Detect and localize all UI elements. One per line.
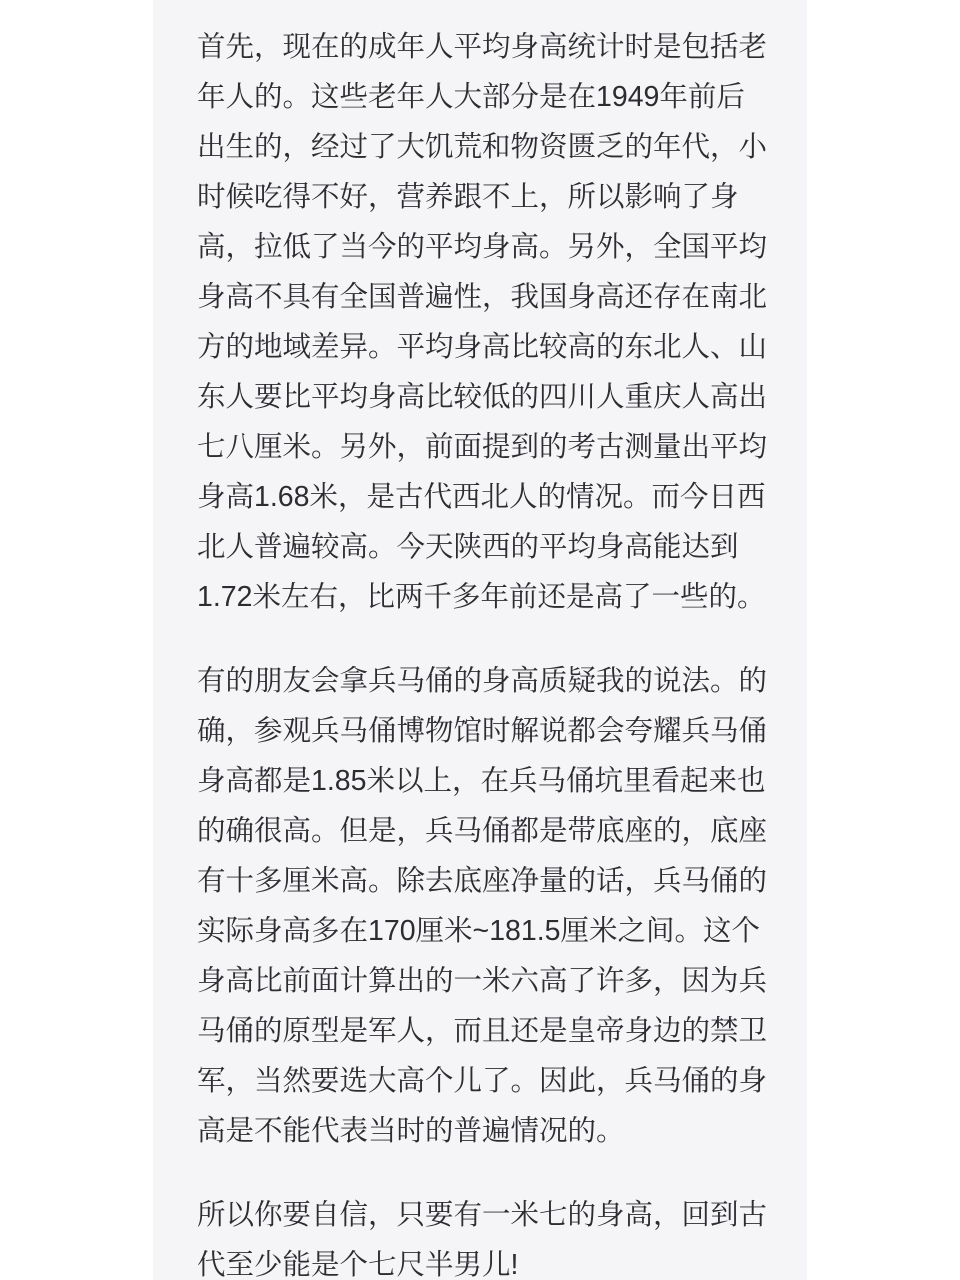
text-line: 东人要比平均身高比较低的四川人重庆人高出	[197, 381, 768, 413]
article-panel	[153, 0, 807, 1280]
text-line: 身高不具有全国普遍性，我国身高还存在南北	[197, 281, 768, 313]
text-line: 马俑的原型是军人，而且还是皇帝身边的禁卫	[197, 1015, 768, 1047]
text-line: 身高都是1.85米以上，在兵马俑坑里看起来也	[197, 765, 766, 797]
paragraph	[197, 1190, 766, 1280]
text-line: 方的地域差异。平均身高比较高的东北人、山	[197, 331, 768, 363]
text-line: 身高比前面计算出的一米六高了许多，因为兵	[197, 965, 768, 997]
text-line: 高，拉低了当今的平均身高。另外，全国平均	[197, 231, 768, 263]
text-line: 确，参观兵马俑博物馆时解说都会夸耀兵马俑	[197, 715, 768, 747]
text-line: 北人普遍较高。今天陕西的平均身高能达到	[197, 531, 739, 563]
paragraph	[197, 22, 766, 622]
text-line: 年人的。这些老年人大部分是在1949年前后	[197, 81, 745, 113]
text-line: 有十多厘米高。除去底座净量的话，兵马俑的	[197, 865, 768, 897]
text-line: 1.72米左右，比两千多年前还是高了一些的。	[197, 581, 766, 613]
text-line: 高是不能代表当时的普遍情况的。	[197, 1115, 625, 1147]
text-line: 实际身高多在170厘米~181.5厘米之间。这个	[197, 915, 761, 947]
article-body	[197, 22, 766, 1280]
text-line: 的确很高。但是，兵马俑都是带底座的，底座	[197, 815, 768, 847]
text-line: 军，当然要选大高个儿了。因此，兵马俑的身	[197, 1065, 768, 1097]
text-line: 代至少能是个七尺半男儿!	[197, 1249, 519, 1280]
text-line: 身高1.68米，是古代西北人的情况。而今日西	[197, 481, 766, 513]
text-line: 有的朋友会拿兵马俑的身高质疑我的说法。的	[197, 665, 768, 697]
paragraph	[197, 656, 766, 1156]
text-line: 时候吃得不好，营养跟不上，所以影响了身	[197, 181, 739, 213]
text-line: 出生的，经过了大饥荒和物资匮乏的年代，小	[197, 131, 768, 163]
text-line: 所以你要自信，只要有一米七的身高，回到古	[197, 1199, 768, 1231]
text-line: 七八厘米。另外，前面提到的考古测量出平均	[197, 431, 768, 463]
text-line: 首先，现在的成年人平均身高统计时是包括老	[197, 31, 768, 63]
